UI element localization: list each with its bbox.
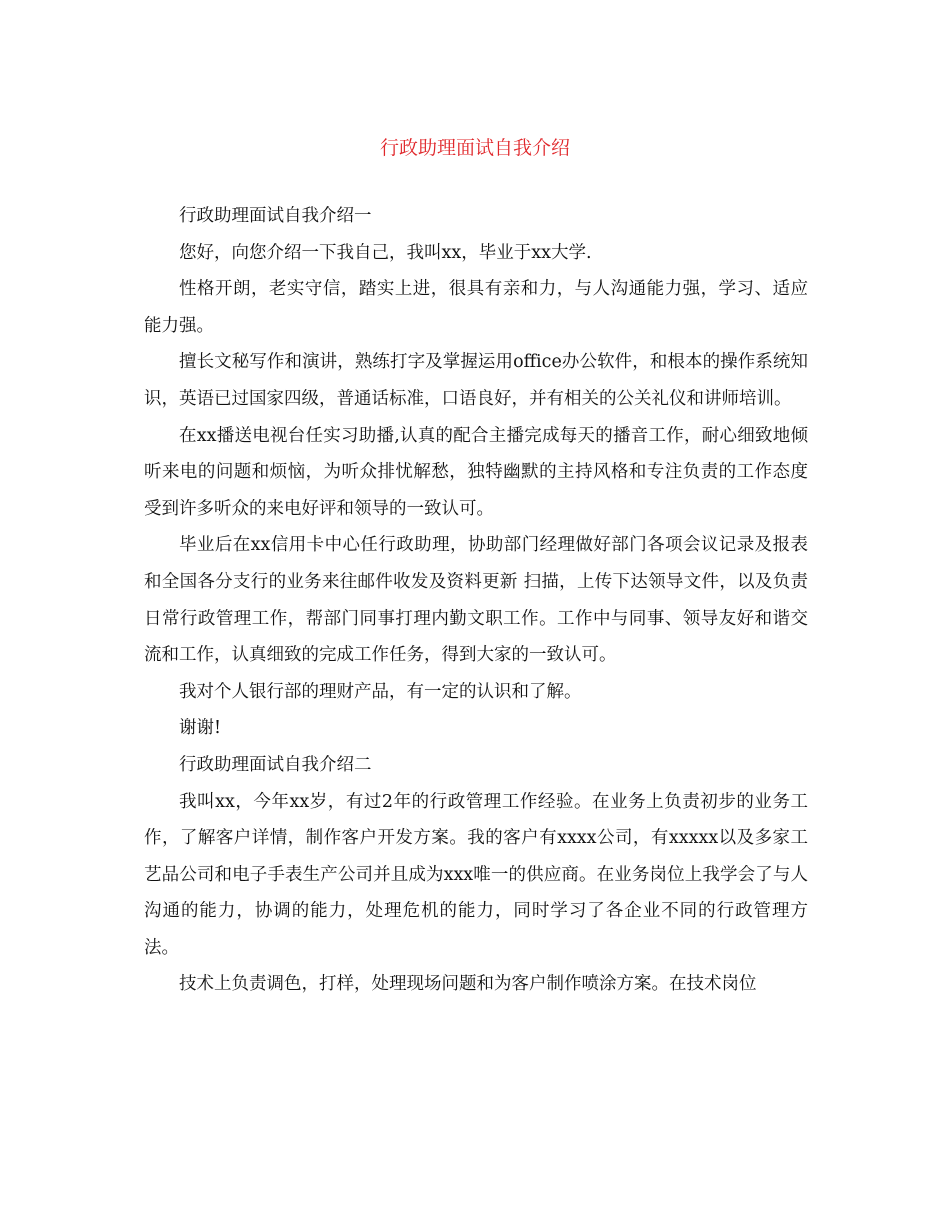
paragraph: 谢谢! <box>179 718 222 739</box>
paragraph: 在xx播送电视台任实习助播,认真的配合主播完成每天的播音工作，耐心细致地倾听来电的问题和烦恼，为听众排忧解愁，独特幽默的主持风格和专注负责的工作态度受到许多听众的来电好评和领导的一致认可。 <box>144 425 808 519</box>
paragraph: 擅长文秘写作和演讲，熟练打字及掌握运用office办公软件，和根本的操作系统知识，英语已过国家四级，普通话标准，口语良好，并有相关的公关礼仪和讲师培训。 <box>144 352 808 409</box>
paragraph: 我叫xx，今年xx岁，有过2年的行政管理工作经验。在业务上负责初步的业务工作，了解客户详情，制作客户开发方案。我的客户有xxxx公司，有xxxxx以及多家工艺品公司和电子手表生产公司并且成为xxx唯一的供应商。在业务岗位上我学会了与人沟通的能力，协调的能力，处理危机的能力，同时学习了各企业不同的行政管理方法。 <box>144 791 808 958</box>
document-title: 行政助理面试自我介绍 <box>379 137 570 159</box>
section-heading-2: 行政助理面试自我介绍二 <box>179 754 372 775</box>
paragraph: 性格开朗，老实守信，踏实上进，很具有亲和力，与人沟通能力强，学习、适应能力强。 <box>144 279 808 336</box>
paragraph: 技术上负责调色，打样，处理现场问题和为客户制作喷涂方案。在技术岗位 <box>179 974 757 995</box>
section-heading-1: 行政助理面试自我介绍一 <box>179 206 372 226</box>
paragraph: 毕业后在xx信用卡中心任行政助理，协助部门经理做好部门各项会议记录及报表和全国各分支行的业务来往邮件收发及资料更新 扫描，上传下达领导文件，以及负责日常行政管理工作，帮部门同事打理内勤文职工作。工作中与同事、领导友好和谐交流和工作，认真细致的完成工作任务，得到大家的一致认可。 <box>144 535 808 666</box>
document-body <box>144 198 808 1003</box>
paragraph: 我对个人银行部的理财产品，有一定的认识和了解。 <box>179 681 582 702</box>
paragraph: 您好，向您介绍一下我自己，我叫xx，毕业于xx大学. <box>179 242 592 263</box>
